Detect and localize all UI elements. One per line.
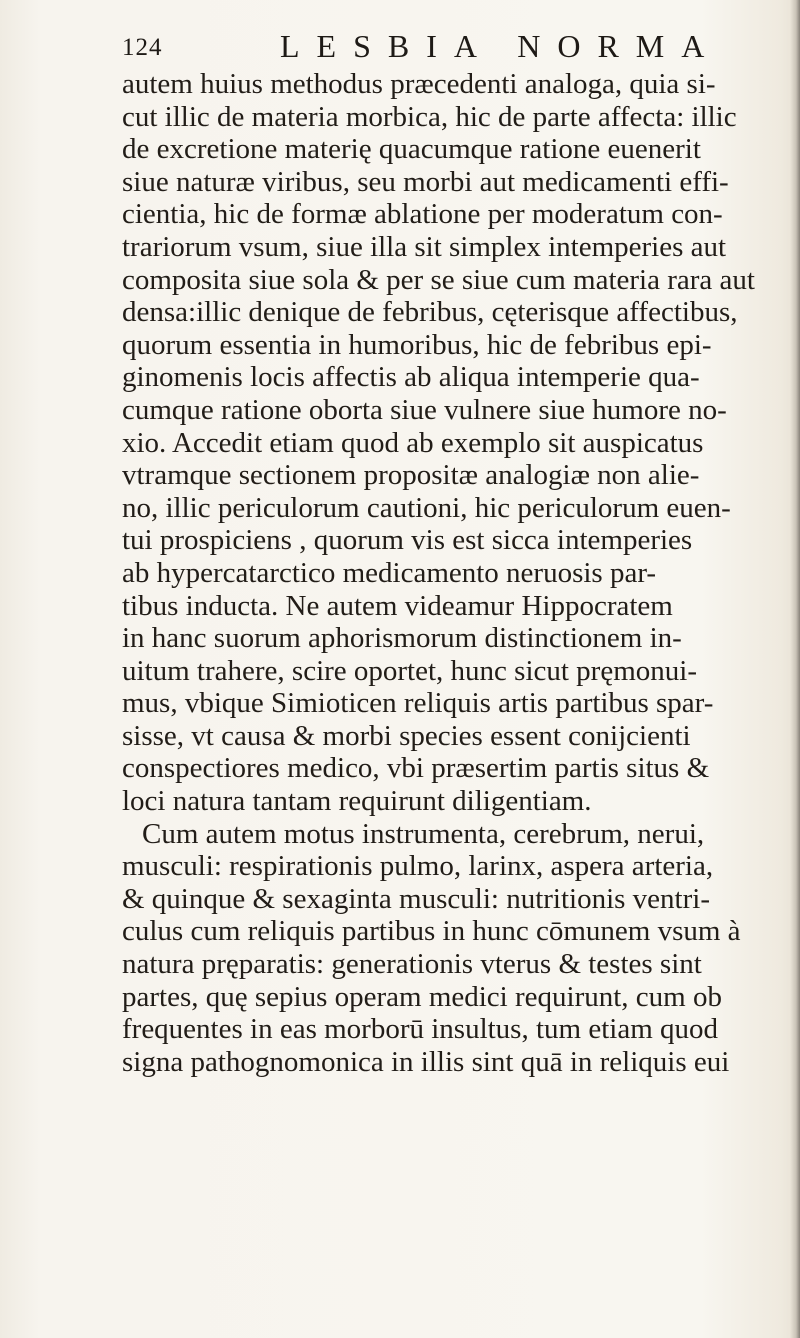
text-line: partes, quę sepius operam medici requirunt, cum ob [122, 980, 722, 1013]
text-line: natura pręparatis: generationis vterus & testes sint [122, 948, 702, 981]
running-head [122, 28, 722, 68]
text-line: uitum trahere, scire oportet, hunc sicut pręmonui- [122, 654, 697, 687]
text-line: quorum essentia in humoribus, hic de febribus epi- [122, 328, 712, 361]
paragraph-start-line: Cum autem motus instrumenta, cerebrum, nerui, [142, 817, 705, 850]
body-text [122, 68, 792, 1078]
text-line: densa:illic denique de febribus, cęterisque affectibus, [122, 296, 738, 329]
text-line: mus, vbique Simioticen reliquis artis partibus spar- [122, 687, 714, 720]
text-line: musculi: respirationis pulmo, larinx, aspera arteria, [122, 850, 714, 883]
text-line: ab hypercatarctico medicamento neruosis par- [122, 556, 657, 589]
text-line: trariorum vsum, siue illa sit simplex intemperies aut [122, 230, 727, 263]
text-line: vtramque sectionem propositæ analogiæ non alie- [122, 459, 700, 492]
text-line: cumque ratione oborta siue vulnere siue humore no- [122, 393, 727, 426]
text-line: & quinque & sexaginta musculi: nutritionis ventri- [122, 882, 710, 915]
text-line: siue naturæ viribus, seu morbi aut medicamenti effi- [122, 165, 729, 198]
text-line: culus cum reliquis partibus in hunc cōmunem vsum à [122, 915, 741, 948]
text-line: in hanc suorum aphorismorum distinctionem in- [122, 622, 682, 655]
text-line: conspectiores medico, vbi præsertim partis situs & [122, 752, 710, 785]
text-line: signa pathognomonica in illis sint quā in reliquis eui [122, 1045, 730, 1078]
text-line: ginomenis locis affectis ab aliqua intemperie qua- [122, 361, 700, 394]
text-line: xio. Accedit etiam quod ab exemplo sit auspicatus [122, 426, 704, 459]
text-line: frequentes in eas morborū insultus, tum etiam quod [122, 1013, 719, 1046]
text-line: cientia, hic de formæ ablatione per moderatum con- [122, 198, 723, 231]
text-line: de excretione materię quacumque ratione euenerit [122, 133, 701, 166]
text-line: no, illic periculorum cautioni, hic periculorum euen- [122, 491, 731, 524]
text-line: loci natura tantam requirunt diligentiam. [122, 785, 592, 818]
text-line: composita siue sola & per se siue cum materia rara aut [122, 263, 755, 296]
page-number: 124 [122, 34, 163, 61]
text-line: tui prospiciens , quorum vis est sicca intemperies [122, 524, 693, 557]
text-line: sisse, vt causa & morbi species essent conijcienti [122, 719, 691, 752]
text-line: tibus inducta. Ne autem videamur Hippocratem [122, 589, 673, 622]
text-line: cut illic de materia morbica, hic de parte affecta: illic [122, 100, 737, 133]
text-line: autem huius methodus præcedenti analoga, quia si- [122, 68, 716, 100]
running-title: LESBIA NORMA [280, 28, 722, 64]
